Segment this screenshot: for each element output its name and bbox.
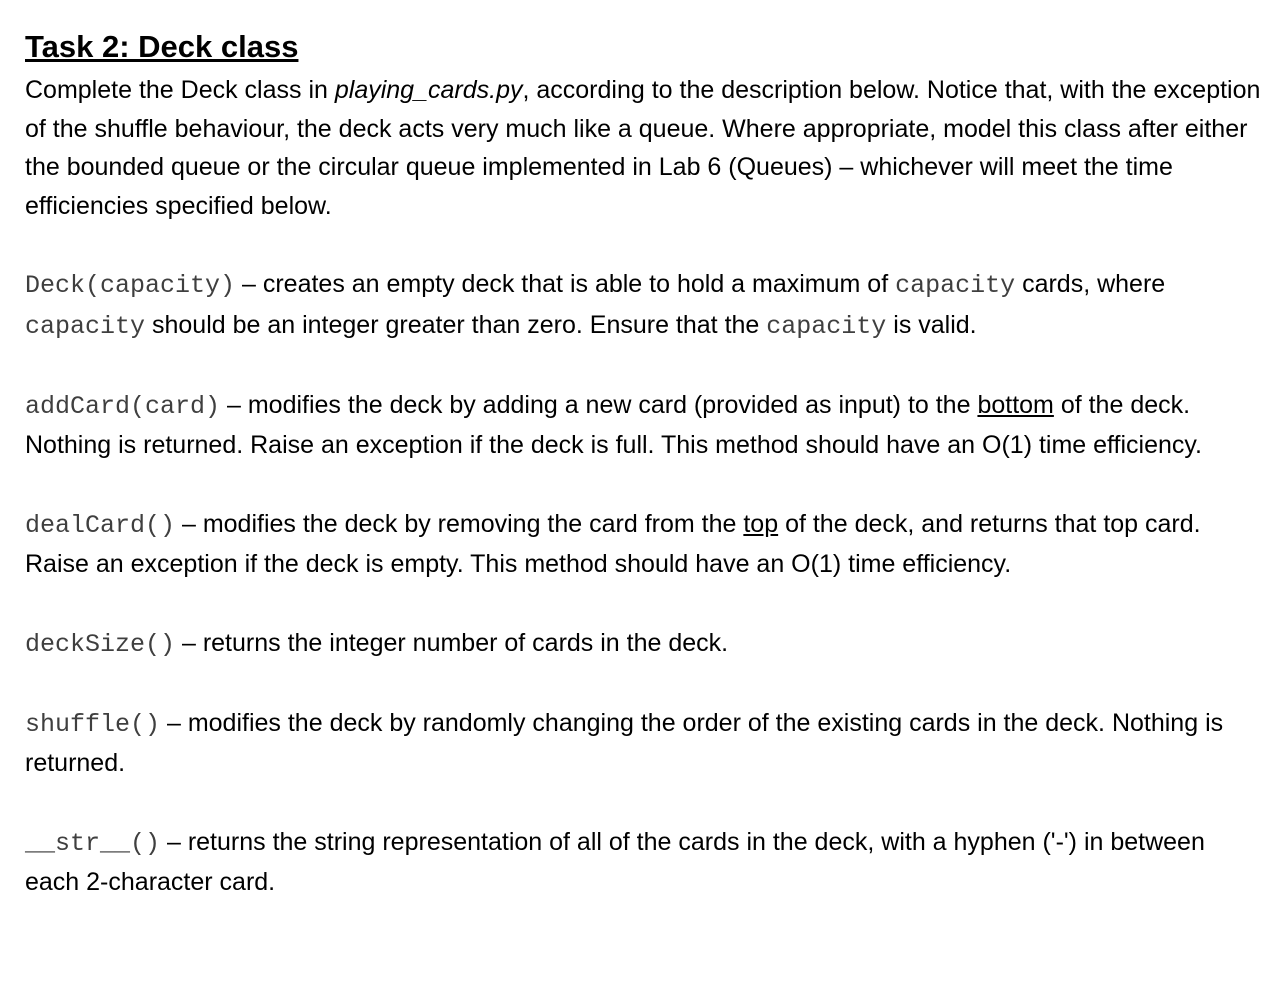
method-signature-addcard: addCard(card) [25, 391, 221, 421]
code-capacity: capacity [766, 311, 887, 341]
method-signature-dealcard: dealCard() [25, 510, 176, 540]
document-page [25, 28, 1265, 902]
method-signature-shuffle: shuffle() [25, 709, 161, 739]
method-text: – creates an empty deck that is able to hold a maximum of [235, 270, 896, 299]
filename: playing_cards.py [334, 76, 523, 104]
method-text: – returns the integer number of cards in the deck. [175, 628, 729, 657]
page-title: Task 2: Deck class [25, 29, 299, 64]
method-str-description [25, 823, 1265, 902]
method-shuffle-description [25, 704, 1265, 783]
code-capacity: capacity [895, 271, 1016, 301]
method-text: should be an integer greater than zero. Ensure that the [145, 310, 767, 339]
method-text: of the deck. Nothing is returned. Raise an exception if the deck is full. This method should have an O(1) time efficiency. [25, 390, 1203, 460]
intro-text-2: , according to the description below. Notice that, with the exception of the shuffle behaviour, the deck acts very much like a queue. Where appropriate, model this class after either the bounded queue or the circular queue implemented in Lab 6 (Queues) – whichever will meet the time efficiencies specified below. [25, 76, 1261, 220]
method-text: of the deck, and returns that top card. Raise an exception if the deck is empty. This method should have an O(1) time efficiency. [25, 509, 1201, 579]
method-text: – returns the string representation of all of the cards in the deck, with a hyphen ('-') in between each 2-character card. [25, 827, 1205, 897]
method-dealcard-description [25, 505, 1265, 584]
intro-paragraph [25, 71, 1265, 225]
method-decksize-description [25, 624, 1265, 665]
method-text: is valid. [886, 310, 977, 339]
code-capacity: capacity [25, 311, 146, 341]
method-signature-str: __str__() [25, 828, 161, 858]
method-signature-deck: Deck(capacity) [25, 271, 236, 301]
underlined-top: top [743, 509, 779, 538]
underlined-bottom: bottom [977, 390, 1054, 419]
intro-text-1: Complete the Deck class in [25, 76, 335, 104]
method-signature-decksize: deckSize() [25, 629, 176, 659]
method-text: – modifies the deck by randomly changing the order of the existing cards in the deck. Nothing is returned. [25, 708, 1224, 778]
method-text: – modifies the deck by removing the card from the [175, 509, 744, 538]
method-text: – modifies the deck by adding a new card (provided as input) to the [220, 390, 978, 419]
method-deck-description [25, 265, 1265, 346]
method-text: cards, where [1015, 270, 1166, 299]
method-addcard-description [25, 386, 1265, 465]
